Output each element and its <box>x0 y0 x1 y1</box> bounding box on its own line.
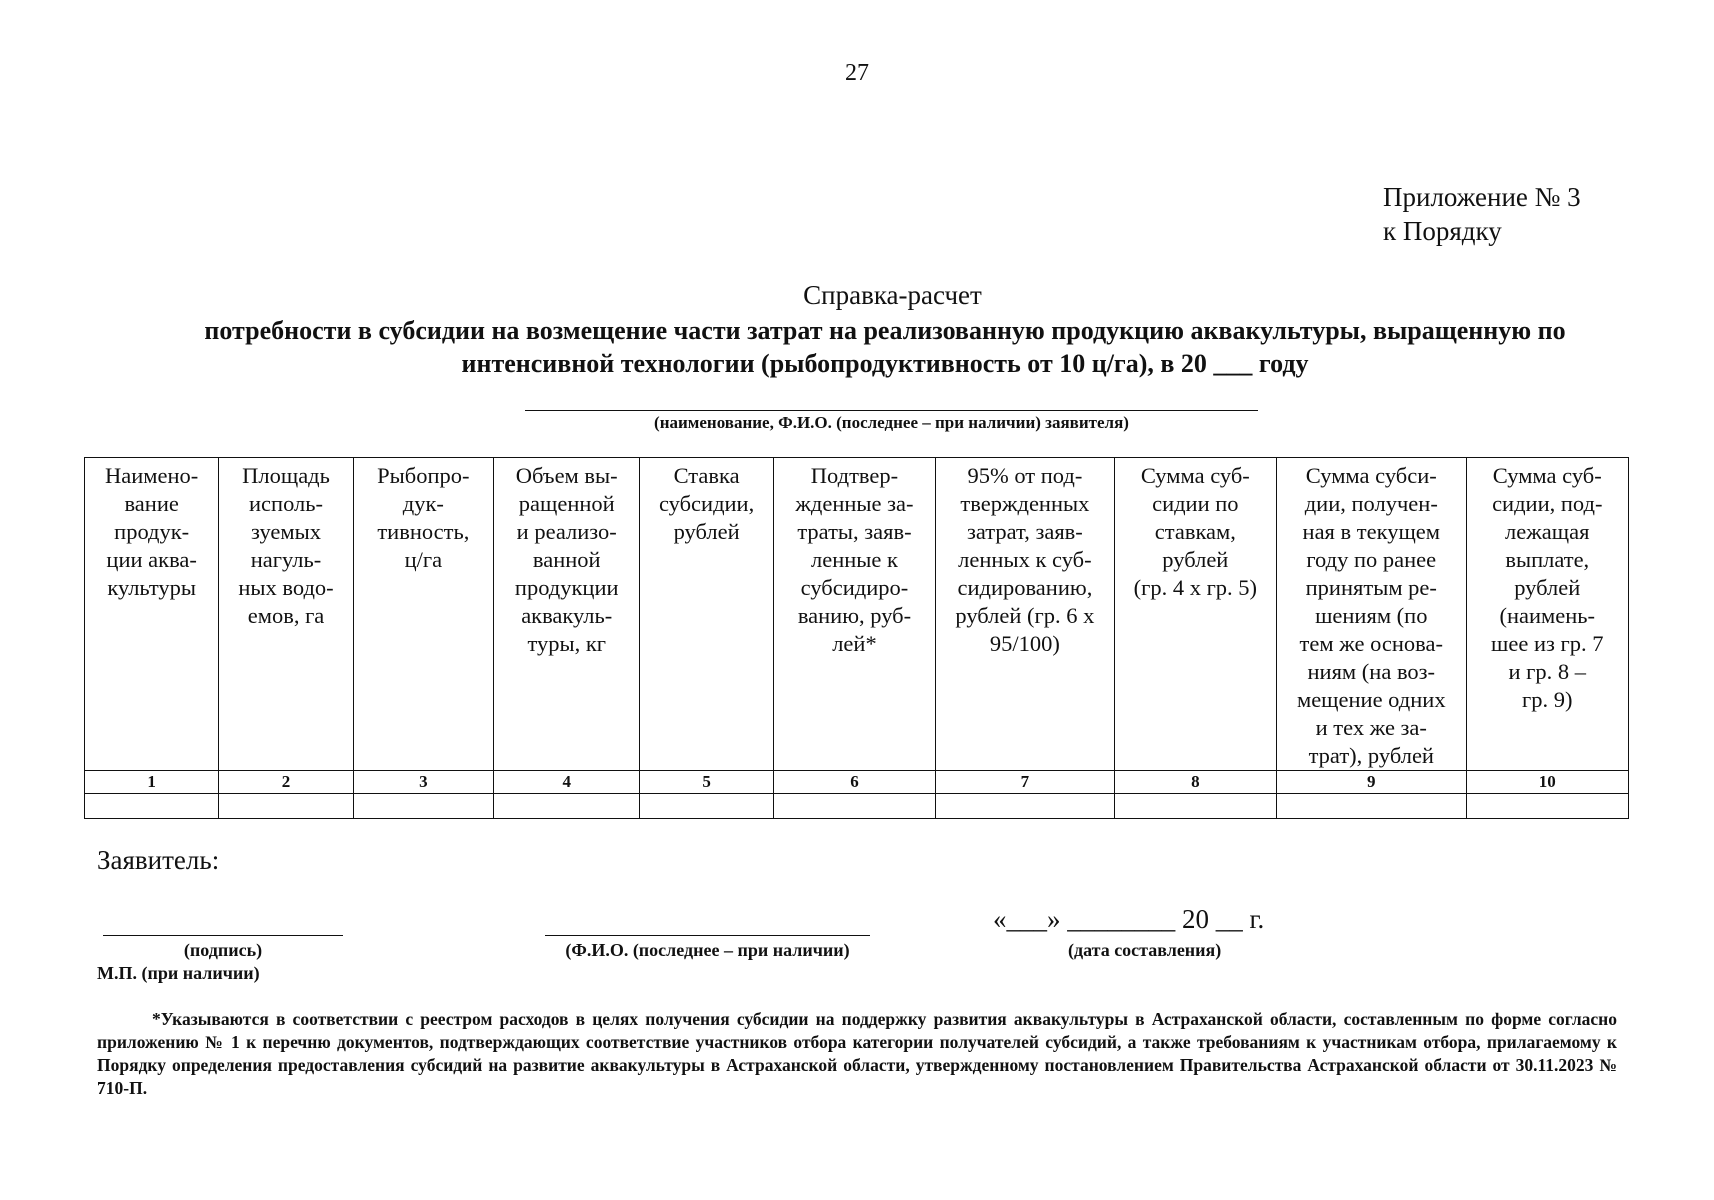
column-number-6: 6 <box>773 771 935 794</box>
table-cell <box>640 794 773 819</box>
table-column-numbers-row <box>85 771 1629 794</box>
table-empty-row <box>85 794 1629 819</box>
column-number-1: 1 <box>85 771 219 794</box>
column-header-2: Площадь исполь- зуемых нагуль- ных водо- емов, га <box>219 458 353 771</box>
column-header-5: Ставка субсидии, рублей <box>640 458 773 771</box>
date-caption: (дата составления) <box>1068 940 1222 960</box>
applicant-name-caption: (наименование, Ф.И.О. (последнее – при наличии) заявителя) <box>654 413 1129 432</box>
footnote: *Указываются в соответствии с реестром расходов в целях получения субсидии на поддержку развития аквакультуры в Астраханской области, составленным по форме согласно приложению № 1 к перечню документов, подтверждающих соответствие участников отбора категории получателей субсидий, а также требованиям к участникам отбора, прилагаемому к Порядку определения предоставления субсидий на развитие аквакультуры в Астраханской области, утвержденному постановлением Правительства Астраханской области от 30.11.2023 № 710-П. <box>97 1009 1617 1098</box>
table-cell <box>1277 794 1466 819</box>
calculation-table <box>84 457 1629 819</box>
appendix-label <box>1383 180 1581 248</box>
table-cell <box>85 794 219 819</box>
column-header-4: Объем вы- ращенной и реализо- ванной продукции аквакуль- туры, кг <box>494 458 640 771</box>
stamp-note: М.П. (при наличии) <box>97 963 260 983</box>
column-number-2: 2 <box>219 771 353 794</box>
applicant-label: Заявитель: <box>97 845 220 875</box>
date-field: «___» ________ 20 __ г. <box>993 904 1265 934</box>
column-header-10: Сумма суб- сидии, под- лежащая выплате, рублей (наимень- шее из гр. 7 и гр. 8 – гр. 9) <box>1466 458 1628 771</box>
column-number-8: 8 <box>1114 771 1276 794</box>
full-name-line <box>545 935 870 936</box>
table-cell <box>1466 794 1628 819</box>
column-number-4: 4 <box>494 771 640 794</box>
appendix-line-2: к Порядку <box>1383 216 1502 246</box>
table-header-row <box>85 458 1629 771</box>
column-header-9: Сумма субси- дии, получен- ная в текущем году по ранее принятым ре- шениям (по тем же основа- ниям (на воз- мещение одних и тех же за- трат), рублей <box>1277 458 1466 771</box>
column-header-7: 95% от под- твержденных затрат, заяв- ленных к суб- сидированию, рублей (гр. 6 х 95/100) <box>936 458 1114 771</box>
full-name-caption: (Ф.И.О. (последнее – при наличии) <box>565 940 850 960</box>
table-cell <box>936 794 1114 819</box>
document-subtitle: потребности в субсидии на возмещение части затрат на реализованную продукцию аквакультуры, выращенную по интенсивной технологии (рыбопродуктивность от 10 ц/га), в 20 ___ году <box>204 316 1566 378</box>
column-header-1: Наимено- вание продук- ции аква- культуры <box>85 458 219 771</box>
signature-line <box>103 935 343 936</box>
column-number-5: 5 <box>640 771 773 794</box>
column-header-6: Подтвер- жденные за- траты, заяв- ленные к субсидиро- ванию, руб- лей* <box>773 458 935 771</box>
column-header-8: Сумма суб- сидии по ставкам, рублей (гр. 4 х гр. 5) <box>1114 458 1276 771</box>
page-number: 27 <box>845 60 869 86</box>
table-cell <box>773 794 935 819</box>
table-cell <box>1114 794 1276 819</box>
column-number-7: 7 <box>936 771 1114 794</box>
column-number-9: 9 <box>1277 771 1466 794</box>
table-cell <box>353 794 493 819</box>
table-cell <box>219 794 353 819</box>
column-number-3: 3 <box>353 771 493 794</box>
applicant-name-line <box>525 410 1258 411</box>
document-title: Справка-расчет <box>803 280 982 310</box>
table-cell <box>494 794 640 819</box>
signature-caption: (подпись) <box>183 940 263 960</box>
column-header-3: Рыбопро- дук- тивность, ц/га <box>353 458 493 771</box>
appendix-line-1: Приложение № 3 <box>1383 182 1581 212</box>
column-number-10: 10 <box>1466 771 1628 794</box>
